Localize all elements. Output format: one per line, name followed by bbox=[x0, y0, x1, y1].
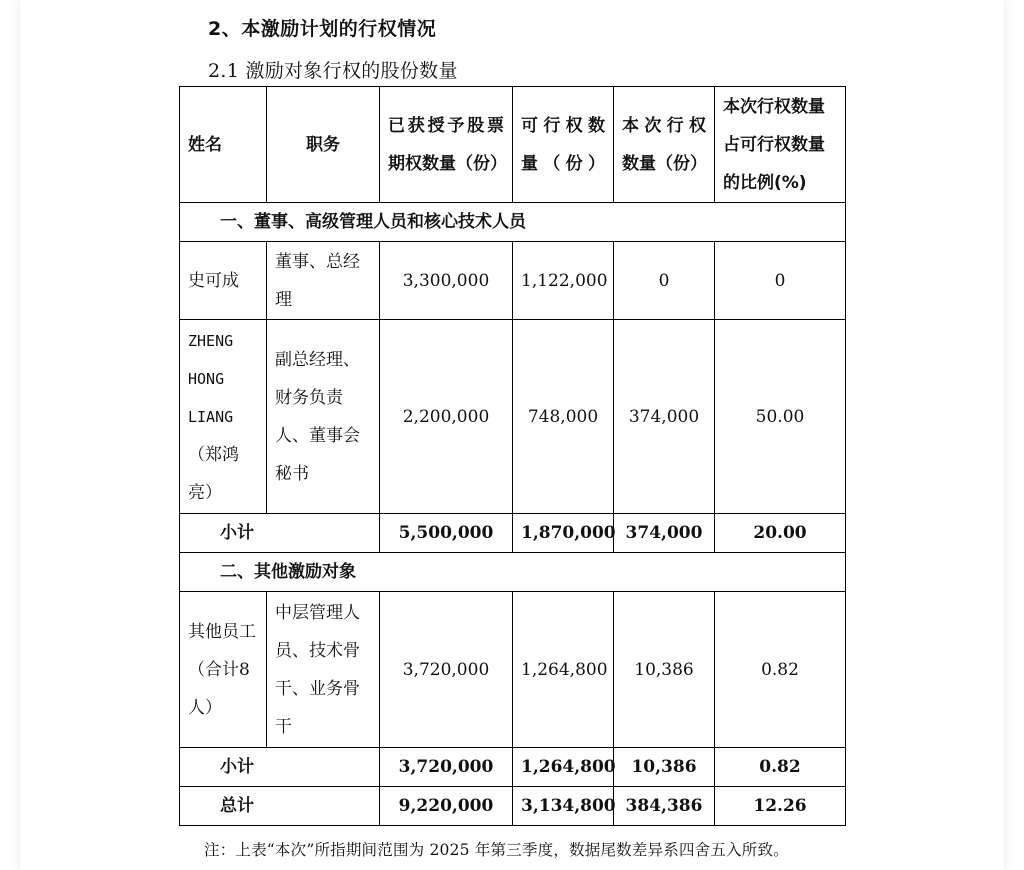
header-row bbox=[180, 87, 846, 203]
subtotal1-ratio: 20.00 bbox=[715, 514, 846, 553]
header-ratio: 本次行权数量占可行权数量的比例(%) bbox=[715, 87, 846, 203]
subtotal2-this-time: 10,386 bbox=[614, 748, 715, 787]
row3-name: 其他员工（合计8人） bbox=[180, 592, 267, 748]
header-name: 姓名 bbox=[180, 87, 267, 203]
subtotal2-label: 小计 bbox=[180, 748, 380, 787]
exercise-table bbox=[179, 86, 846, 826]
total-ratio: 12.26 bbox=[715, 787, 846, 826]
row2-ratio: 50.00 bbox=[715, 320, 846, 514]
row1-granted: 3,300,000 bbox=[380, 242, 513, 320]
footnote: 注：上表“本次”所指期间范围为 2025 年第三季度，数据尾数差异系四舍五入所致。 bbox=[204, 841, 789, 859]
row2-name-line3: LIANG bbox=[188, 407, 234, 426]
header-position: 职务 bbox=[267, 87, 380, 203]
total-this-time: 384,386 bbox=[614, 787, 715, 826]
row1-exercisable: 1,122,000 bbox=[513, 242, 614, 320]
row2-name-line2: HONG bbox=[188, 369, 225, 388]
subtotal1-label: 小计 bbox=[180, 514, 380, 553]
section-row bbox=[180, 203, 846, 242]
row3-ratio: 0.82 bbox=[715, 592, 846, 748]
row2-position: 副总经理、财务负责人、董事会秘书 bbox=[267, 320, 380, 514]
total-exercisable: 3,134,800 bbox=[513, 787, 614, 826]
section-row bbox=[180, 553, 846, 592]
row1-this-time: 0 bbox=[614, 242, 715, 320]
subtotal1-exercisable: 1,870,000 bbox=[513, 514, 614, 553]
row2-name-line4: （郑鸿亮） bbox=[188, 444, 239, 503]
total-granted: 9,220,000 bbox=[380, 787, 513, 826]
row3-exercisable: 1,264,800 bbox=[513, 592, 614, 748]
row2-name bbox=[180, 320, 267, 514]
subtotal2-ratio: 0.82 bbox=[715, 748, 846, 787]
section1-label: 一、董事、高级管理人员和核心技术人员 bbox=[180, 203, 846, 242]
total-row bbox=[180, 787, 846, 826]
row2-this-time: 374,000 bbox=[614, 320, 715, 514]
row1-ratio: 0 bbox=[715, 242, 846, 320]
row3-granted: 3,720,000 bbox=[380, 592, 513, 748]
table-row bbox=[180, 320, 846, 514]
header-exercisable: 可行权数量（份） bbox=[513, 87, 614, 203]
subtotal1-granted: 5,500,000 bbox=[380, 514, 513, 553]
total-label: 总计 bbox=[180, 787, 380, 826]
section2-label: 二、其他激励对象 bbox=[180, 553, 846, 592]
row2-name-line1: ZHENG bbox=[188, 331, 234, 350]
section-heading: 2、本激励计划的行权情况 bbox=[208, 18, 437, 40]
row2-granted: 2,200,000 bbox=[380, 320, 513, 514]
subtotal2-granted: 3,720,000 bbox=[380, 748, 513, 787]
row1-name: 史可成 bbox=[180, 242, 267, 320]
table-row bbox=[180, 592, 846, 748]
row2-exercisable: 748,000 bbox=[513, 320, 614, 514]
subtotal2-exercisable: 1,264,800 bbox=[513, 748, 614, 787]
subtotal-row bbox=[180, 514, 846, 553]
row1-position: 董事、总经理 bbox=[267, 242, 380, 320]
table-row bbox=[180, 242, 846, 320]
row3-this-time: 10,386 bbox=[614, 592, 715, 748]
header-granted: 已获授予股票期权数量（份） bbox=[380, 87, 513, 203]
subtotal-row bbox=[180, 748, 846, 787]
row3-position: 中层管理人员、技术骨干、业务骨干 bbox=[267, 592, 380, 748]
subsection-heading: 2.1 激励对象行权的股份数量 bbox=[208, 60, 458, 82]
header-this-time: 本次行权数量（份） bbox=[614, 87, 715, 203]
subtotal1-this-time: 374,000 bbox=[614, 514, 715, 553]
